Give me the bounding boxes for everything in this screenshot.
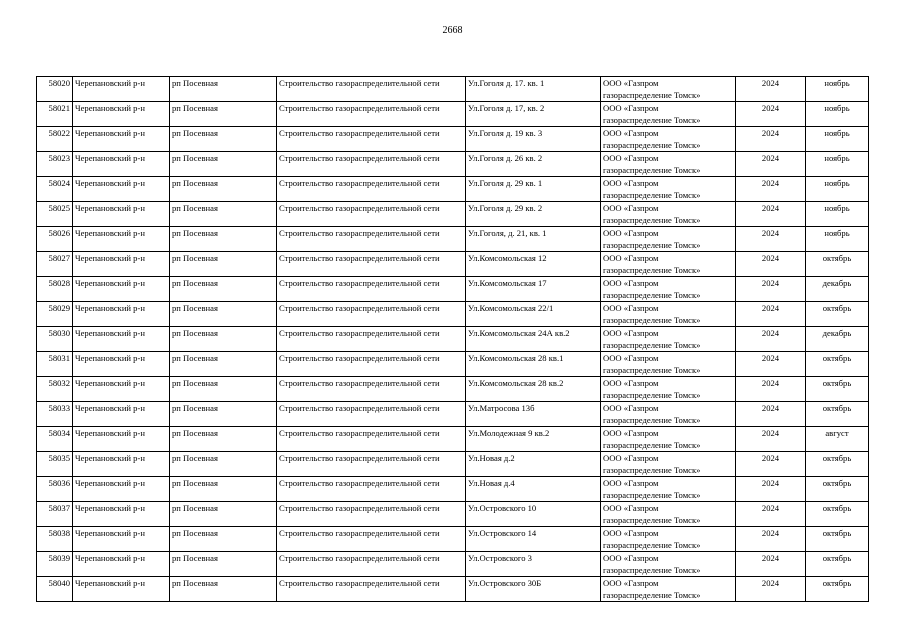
settlement-cell: рп Посевная: [170, 402, 277, 427]
organization-cell: [601, 227, 736, 252]
year-cell: 2024: [736, 277, 806, 302]
address-cell: Ул.Новая д.4: [466, 477, 601, 502]
address-cell: Ул.Комсомольская 24А кв.2: [466, 327, 601, 352]
table-row: [37, 77, 869, 102]
year-cell: 2024: [736, 402, 806, 427]
work-type-cell: Строительство газораспределительной сети: [277, 352, 466, 377]
district-cell: Черепановский р-н: [73, 502, 170, 527]
organization-cell: [601, 352, 736, 377]
organization-cell: [601, 452, 736, 477]
organization-cell: [601, 127, 736, 152]
organization-line-2: газораспределение Томск»: [603, 365, 701, 375]
organization-line-1: ООО «Газпром: [603, 478, 659, 488]
month-cell: ноябрь: [806, 227, 869, 252]
record-number-cell: 58030: [37, 327, 73, 352]
settlement-cell: рп Посевная: [170, 527, 277, 552]
record-number-cell: 58039: [37, 552, 73, 577]
work-type-cell: Строительство газораспределительной сети: [277, 427, 466, 452]
organization-line-2: газораспределение Томск»: [603, 390, 701, 400]
year-cell: 2024: [736, 377, 806, 402]
work-type-cell: Строительство газораспределительной сети: [277, 477, 466, 502]
organization-line-2: газораспределение Томск»: [603, 190, 701, 200]
settlement-cell: рп Посевная: [170, 77, 277, 102]
organization-line-1: ООО «Газпром: [603, 428, 659, 438]
organization-line-2: газораспределение Томск»: [603, 140, 701, 150]
address-cell: Ул.Комсомольская 22/1: [466, 302, 601, 327]
year-cell: 2024: [736, 77, 806, 102]
organization-line-1: ООО «Газпром: [603, 353, 659, 363]
district-cell: Черепановский р-н: [73, 227, 170, 252]
organization-line-1: ООО «Газпром: [603, 528, 659, 538]
address-cell: Ул.Островского 10: [466, 502, 601, 527]
settlement-cell: рп Посевная: [170, 127, 277, 152]
organization-line-1: ООО «Газпром: [603, 578, 659, 588]
year-cell: 2024: [736, 152, 806, 177]
district-cell: Черепановский р-н: [73, 127, 170, 152]
month-cell: октябрь: [806, 552, 869, 577]
organization-line-1: ООО «Газпром: [603, 553, 659, 563]
organization-cell: [601, 477, 736, 502]
address-cell: Ул.Островского 30Б: [466, 577, 601, 602]
year-cell: 2024: [736, 527, 806, 552]
organization-line-2: газораспределение Томск»: [603, 265, 701, 275]
address-cell: Ул.Матросова 13б: [466, 402, 601, 427]
month-cell: ноябрь: [806, 127, 869, 152]
table-row: [37, 427, 869, 452]
month-cell: октябрь: [806, 377, 869, 402]
organization-line-2: газораспределение Томск»: [603, 565, 701, 575]
organization-line-1: ООО «Газпром: [603, 203, 659, 213]
record-number-cell: 58025: [37, 202, 73, 227]
month-cell: октябрь: [806, 302, 869, 327]
work-type-cell: Строительство газораспределительной сети: [277, 177, 466, 202]
month-cell: октябрь: [806, 577, 869, 602]
district-cell: Черепановский р-н: [73, 302, 170, 327]
organization-line-2: газораспределение Томск»: [603, 465, 701, 475]
year-cell: 2024: [736, 477, 806, 502]
year-cell: 2024: [736, 127, 806, 152]
work-type-cell: Строительство газораспределительной сети: [277, 327, 466, 352]
year-cell: 2024: [736, 452, 806, 477]
organization-line-1: ООО «Газпром: [603, 178, 659, 188]
organization-cell: [601, 302, 736, 327]
year-cell: 2024: [736, 552, 806, 577]
year-cell: 2024: [736, 202, 806, 227]
district-cell: Черепановский р-н: [73, 552, 170, 577]
organization-cell: [601, 402, 736, 427]
settlement-cell: рп Посевная: [170, 152, 277, 177]
organization-line-1: ООО «Газпром: [603, 278, 659, 288]
district-cell: Черепановский р-н: [73, 477, 170, 502]
year-cell: 2024: [736, 302, 806, 327]
work-type-cell: Строительство газораспределительной сети: [277, 552, 466, 577]
table-row: [37, 202, 869, 227]
work-type-cell: Строительство газораспределительной сети: [277, 152, 466, 177]
month-cell: октябрь: [806, 502, 869, 527]
work-type-cell: Строительство газораспределительной сети: [277, 277, 466, 302]
month-cell: октябрь: [806, 252, 869, 277]
record-number-cell: 58032: [37, 377, 73, 402]
table-row: [37, 527, 869, 552]
organization-line-1: ООО «Газпром: [603, 453, 659, 463]
organization-line-2: газораспределение Томск»: [603, 540, 701, 550]
record-number-cell: 58037: [37, 502, 73, 527]
year-cell: 2024: [736, 327, 806, 352]
organization-line-2: газораспределение Томск»: [603, 490, 701, 500]
organization-line-2: газораспределение Томск»: [603, 590, 701, 600]
settlement-cell: рп Посевная: [170, 202, 277, 227]
district-cell: Черепановский р-н: [73, 377, 170, 402]
table-row: [37, 352, 869, 377]
district-cell: Черепановский р-н: [73, 252, 170, 277]
organization-cell: [601, 177, 736, 202]
month-cell: ноябрь: [806, 152, 869, 177]
address-cell: Ул.Новая д.2: [466, 452, 601, 477]
table-row: [37, 577, 869, 602]
organization-line-1: ООО «Газпром: [603, 228, 659, 238]
month-cell: октябрь: [806, 477, 869, 502]
organization-line-1: ООО «Газпром: [603, 503, 659, 513]
organization-line-1: ООО «Газпром: [603, 128, 659, 138]
address-cell: Ул.Гоголя, д. 21, кв. 1: [466, 227, 601, 252]
address-cell: Ул.Гоголя д. 17, кв. 2: [466, 102, 601, 127]
gasification-register-table: [36, 76, 869, 602]
organization-cell: [601, 527, 736, 552]
organization-line-2: газораспределение Томск»: [603, 90, 701, 100]
address-cell: Ул.Комсомольская 28 кв.2: [466, 377, 601, 402]
settlement-cell: рп Посевная: [170, 577, 277, 602]
table-row: [37, 452, 869, 477]
record-number-cell: 58034: [37, 427, 73, 452]
year-cell: 2024: [736, 177, 806, 202]
year-cell: 2024: [736, 502, 806, 527]
record-number-cell: 58029: [37, 302, 73, 327]
district-cell: Черепановский р-н: [73, 277, 170, 302]
district-cell: Черепановский р-н: [73, 177, 170, 202]
organization-cell: [601, 377, 736, 402]
organization-line-2: газораспределение Томск»: [603, 340, 701, 350]
organization-line-2: газораспределение Томск»: [603, 415, 701, 425]
work-type-cell: Строительство газораспределительной сети: [277, 302, 466, 327]
address-cell: Ул.Островского 14: [466, 527, 601, 552]
record-number-cell: 58027: [37, 252, 73, 277]
month-cell: октябрь: [806, 527, 869, 552]
record-number-cell: 58036: [37, 477, 73, 502]
work-type-cell: Строительство газораспределительной сети: [277, 377, 466, 402]
record-number-cell: 58031: [37, 352, 73, 377]
address-cell: Ул.Гоголя д. 26 кв. 2: [466, 152, 601, 177]
organization-line-1: ООО «Газпром: [603, 78, 659, 88]
organization-line-1: ООО «Газпром: [603, 153, 659, 163]
table-row: [37, 102, 869, 127]
settlement-cell: рп Посевная: [170, 102, 277, 127]
address-cell: Ул.Гоголя д. 19 кв. 3: [466, 127, 601, 152]
year-cell: 2024: [736, 352, 806, 377]
year-cell: 2024: [736, 427, 806, 452]
district-cell: Черепановский р-н: [73, 427, 170, 452]
record-number-cell: 58024: [37, 177, 73, 202]
table-row: [37, 277, 869, 302]
organization-cell: [601, 152, 736, 177]
organization-cell: [601, 577, 736, 602]
organization-line-2: газораспределение Томск»: [603, 115, 701, 125]
district-cell: Черепановский р-н: [73, 327, 170, 352]
page-number: 2668: [442, 25, 463, 36]
month-cell: ноябрь: [806, 177, 869, 202]
year-cell: 2024: [736, 577, 806, 602]
organization-line-2: газораспределение Томск»: [603, 215, 701, 225]
organization-cell: [601, 502, 736, 527]
month-cell: октябрь: [806, 352, 869, 377]
settlement-cell: рп Посевная: [170, 227, 277, 252]
address-cell: Ул.Гоголя д. 17. кв. 1: [466, 77, 601, 102]
month-cell: октябрь: [806, 402, 869, 427]
record-number-cell: 58035: [37, 452, 73, 477]
address-cell: Ул.Комсомольская 17: [466, 277, 601, 302]
district-cell: Черепановский р-н: [73, 527, 170, 552]
work-type-cell: Строительство газораспределительной сети: [277, 252, 466, 277]
settlement-cell: рп Посевная: [170, 252, 277, 277]
settlement-cell: рп Посевная: [170, 552, 277, 577]
district-cell: Черепановский р-н: [73, 577, 170, 602]
organization-line-1: ООО «Газпром: [603, 303, 659, 313]
settlement-cell: рп Посевная: [170, 302, 277, 327]
settlement-cell: рп Посевная: [170, 352, 277, 377]
address-cell: Ул.Гоголя д. 29 кв. 2: [466, 202, 601, 227]
month-cell: ноябрь: [806, 102, 869, 127]
work-type-cell: Строительство газораспределительной сети: [277, 202, 466, 227]
settlement-cell: рп Посевная: [170, 177, 277, 202]
organization-cell: [601, 202, 736, 227]
address-cell: Ул.Молодежная 9 кв.2: [466, 427, 601, 452]
organization-line-2: газораспределение Томск»: [603, 515, 701, 525]
organization-line-1: ООО «Газпром: [603, 378, 659, 388]
district-cell: Черепановский р-н: [73, 152, 170, 177]
month-cell: ноябрь: [806, 77, 869, 102]
settlement-cell: рп Посевная: [170, 327, 277, 352]
organization-line-2: газораспределение Томск»: [603, 290, 701, 300]
work-type-cell: Строительство газораспределительной сети: [277, 227, 466, 252]
organization-line-1: ООО «Газпром: [603, 253, 659, 263]
table-row: [37, 402, 869, 427]
work-type-cell: Строительство газораспределительной сети: [277, 527, 466, 552]
organization-cell: [601, 427, 736, 452]
organization-line-1: ООО «Газпром: [603, 403, 659, 413]
record-number-cell: 58026: [37, 227, 73, 252]
work-type-cell: Строительство газораспределительной сети: [277, 402, 466, 427]
district-cell: Черепановский р-н: [73, 352, 170, 377]
address-cell: Ул.Гоголя д. 29 кв. 1: [466, 177, 601, 202]
month-cell: ноябрь: [806, 202, 869, 227]
address-cell: Ул.Комсомольская 28 кв.1: [466, 352, 601, 377]
settlement-cell: рп Посевная: [170, 277, 277, 302]
table-row: [37, 152, 869, 177]
organization-cell: [601, 77, 736, 102]
table-row: [37, 377, 869, 402]
district-cell: Черепановский р-н: [73, 202, 170, 227]
year-cell: 2024: [736, 102, 806, 127]
organization-line-1: ООО «Газпром: [603, 103, 659, 113]
month-cell: декабрь: [806, 277, 869, 302]
district-cell: Черепановский р-н: [73, 102, 170, 127]
table-row: [37, 177, 869, 202]
address-cell: Ул.Островского 3: [466, 552, 601, 577]
table-row: [37, 477, 869, 502]
settlement-cell: рп Посевная: [170, 477, 277, 502]
organization-cell: [601, 102, 736, 127]
month-cell: октябрь: [806, 452, 869, 477]
address-cell: Ул.Комсомольская 12: [466, 252, 601, 277]
settlement-cell: рп Посевная: [170, 452, 277, 477]
organization-line-2: газораспределение Томск»: [603, 315, 701, 325]
district-cell: Черепановский р-н: [73, 452, 170, 477]
record-number-cell: 58023: [37, 152, 73, 177]
organization-line-1: ООО «Газпром: [603, 328, 659, 338]
work-type-cell: Строительство газораспределительной сети: [277, 452, 466, 477]
table-body: [37, 77, 869, 602]
table-row: [37, 327, 869, 352]
month-cell: декабрь: [806, 327, 869, 352]
work-type-cell: Строительство газораспределительной сети: [277, 77, 466, 102]
record-number-cell: 58021: [37, 102, 73, 127]
month-cell: август: [806, 427, 869, 452]
organization-cell: [601, 327, 736, 352]
district-cell: Черепановский р-н: [73, 402, 170, 427]
organization-cell: [601, 277, 736, 302]
work-type-cell: Строительство газораспределительной сети: [277, 127, 466, 152]
record-number-cell: 58028: [37, 277, 73, 302]
table-row: [37, 302, 869, 327]
district-cell: Черепановский р-н: [73, 77, 170, 102]
table-row: [37, 127, 869, 152]
record-number-cell: 58033: [37, 402, 73, 427]
work-type-cell: Строительство газораспределительной сети: [277, 502, 466, 527]
organization-cell: [601, 552, 736, 577]
record-number-cell: 58040: [37, 577, 73, 602]
organization-line-2: газораспределение Томск»: [603, 440, 701, 450]
work-type-cell: Строительство газораспределительной сети: [277, 102, 466, 127]
record-number-cell: 58020: [37, 77, 73, 102]
year-cell: 2024: [736, 227, 806, 252]
organization-line-2: газораспределение Томск»: [603, 240, 701, 250]
table-row: [37, 502, 869, 527]
settlement-cell: рп Посевная: [170, 502, 277, 527]
table-row: [37, 252, 869, 277]
settlement-cell: рп Посевная: [170, 377, 277, 402]
organization-line-2: газораспределение Томск»: [603, 165, 701, 175]
year-cell: 2024: [736, 252, 806, 277]
work-type-cell: Строительство газораспределительной сети: [277, 577, 466, 602]
table-row: [37, 552, 869, 577]
record-number-cell: 58022: [37, 127, 73, 152]
table-row: [37, 227, 869, 252]
record-number-cell: 58038: [37, 527, 73, 552]
settlement-cell: рп Посевная: [170, 427, 277, 452]
organization-cell: [601, 252, 736, 277]
